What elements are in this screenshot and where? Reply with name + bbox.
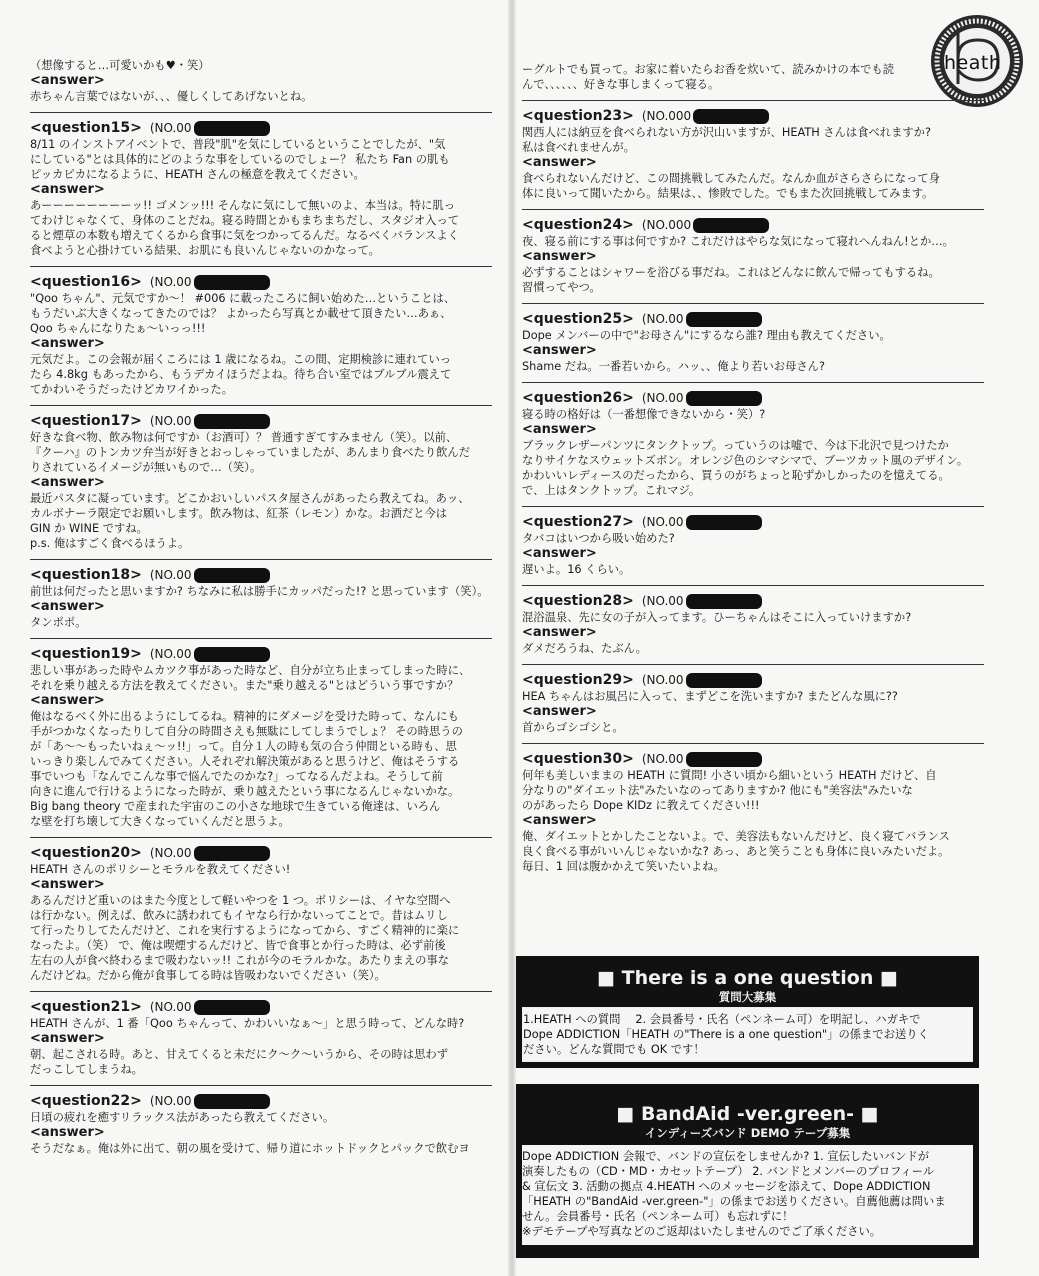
answer-label: <answer> [30,1031,105,1046]
answer-line: な壁を打ち壊して大きくなっていくんだと思うよ。 [30,815,290,828]
answer-line: 必ずすることはシャワーを浴びる事だね。これはどんなに飲んで帰ってもするね。 [522,266,940,279]
divider [522,382,984,383]
question-label: <question25> [522,311,634,327]
answer-line: 最近パスタに凝っています。どこかおいしいパスタ屋さんがあったら教えてね。あッ、 [30,492,470,505]
question-heading [30,412,492,430]
question-label: <question16> [30,274,142,290]
answer-line: 赤ちゃん言葉ではないが、、、優しくしてあげないとね。 [30,90,313,103]
answer-line: で、上はタンクトップ。これマジ。 [522,484,701,497]
answer-line: p.s. 俺はすごく食べるほうよ。 [30,537,190,550]
box-body-line: 「HEATH の"BandAid -ver.green-"」の係までお送りください。自薦他薦は問いま [522,1195,946,1208]
box-body-line: Dope ADDICTION「HEATH の"There is a one question"」の係までお送りく [523,1028,929,1041]
question-number: (NO.00 [149,846,192,860]
box-title: ■ BandAid -ver.green- ■ [616,1103,879,1125]
question-block-21 [30,998,492,1077]
redaction-bar [686,312,762,327]
box-body [522,1145,973,1245]
answer-line: カルボナーラ限定でお願いします。飲み物は、紅茶（レモン）かな。お酒だと今は [30,507,448,520]
answer-line: てわけじゃなくて、身体のことだね。寝る時間とかもまちまちだし、スタジオ入って [30,214,460,227]
answer-label: <answer> [522,704,597,719]
question-number: (NO.00 [149,414,192,428]
question-line: 何年も美しいままの HEATH に質問! 小さい頃から細いという HEATH だけど、自 [522,769,937,782]
question-heading [30,998,492,1016]
question-block-26 [522,389,984,498]
redaction-bar [194,121,270,136]
question-line: Dope メンバーの中で"お母さん"にするなら誰? 理由も教えてください。 [522,329,891,342]
page-fold [508,0,516,1276]
question-line: 関西人には納豆を食べられない方が沢山いますが、HEATH さんは食べれますか? [522,126,931,139]
answer-line: 手がつかなくなったりして自分の時間さえも無駄にしてしまうでしょ？ その時思うの [30,725,463,738]
answer-label: <answer> [522,343,597,358]
box-title: ■ There is a one question ■ [597,967,898,989]
question-label: <question24> [522,217,634,233]
answer-label: <answer> [30,182,105,197]
question-block-27 [522,513,984,577]
question-number: (NO.00 [149,568,192,582]
question-label: <question29> [522,672,634,688]
question-line: 夜、寝る前にする事は何ですか? これだけはやらな気になって寝れへんねん!とか…。 [522,235,954,248]
question-number: (NO.00 [149,1000,192,1014]
question-label: <question17> [30,413,142,429]
redaction-bar [194,1000,270,1015]
question-block-15 [30,119,492,258]
answer-line: 事でいつも「なんでこんな事で悩んでたのかな?」ってなるんだよね。そうして前 [30,770,443,783]
question-label: <question28> [522,593,634,609]
question-line: のがあったら Dope KIDz に教えてください!!! [522,799,760,812]
divider [522,585,984,586]
question-number: (NO.00 [149,121,192,135]
question-heading [522,216,984,234]
answer-label: <answer> [30,877,105,892]
question-heading [522,310,984,328]
answer-line: 遅いよ。16 くらい。 [522,563,631,576]
box-body [522,1007,973,1062]
question-block-19 [30,645,492,829]
question-number: (NO.000 [641,109,692,123]
redaction-bar [686,752,762,767]
answer-label: <answer> [30,599,105,614]
question-label: <question22> [30,1093,142,1109]
divider [522,743,984,744]
box-body-line: せん。会員番号・氏名（ペンネーム可）も忘れずに！ [522,1210,794,1223]
left-column [30,58,492,1156]
question-label: <question20> [30,845,142,861]
redaction-bar [686,594,762,609]
question-number: (NO.00 [149,1094,192,1108]
answer-line: ブラックレザーパンツにタンクトップ。っていうのは嘘で、今は下北沢で見つけたか [522,439,949,452]
answer-label: <answer> [522,625,597,640]
answer-line: 首からゴシゴシと。 [522,721,624,734]
answer-label: <answer> [522,813,597,828]
question-block-22 [30,1092,492,1156]
bandaid-recruit-box [516,1084,979,1258]
question-heading [30,566,492,584]
question-number: (NO.00 [641,752,684,766]
question-block-23 [522,107,984,201]
answer-line: て行ったりしてたんだけど、これを実行するようになってから、すごく精神的に楽に [30,924,460,937]
question-line: 私は食べれませんが。 [522,141,635,154]
question-heading [30,119,492,137]
redaction-bar [693,218,769,233]
question-line: 悲しい事があった時やムカツク事があった時など、自分が立ち止まってしまった時に、 [30,664,471,677]
question-line: HEATH さんが、1 番「Qoo ちゃんって、かわいいなぁ～」と思う時って、どんな時? [30,1017,465,1030]
answer-line: 向きに進んで行けるようになった時が、乗り越えたという事になるんじゃないかな。 [30,785,460,798]
question-block-17 [30,412,492,551]
divider [30,837,492,838]
question-number: (NO.00 [641,594,684,608]
divider [522,664,984,665]
answer-line: ると煙草の本数も増えてくるから食事に気をつかってるんだ。なるべくバランスよく [30,229,459,242]
question-line: 混浴温泉、先に女の子が入ってます。ひーちゃんはそこに入っていけますか? [522,611,912,624]
answer-line: いっきり楽しんでみてください。人それぞれ解決策があると思うけど、俺はそうする [30,755,460,768]
answer-line: Shame だね。一番若いから。ハッ、、俺より若いお母さん? [522,360,825,373]
answer-line: んだけどね。だから俺が食事してる時は皆吸わないでください（笑）。 [30,969,386,982]
question-heading [522,513,984,531]
question-label: <question18> [30,567,142,583]
question-label: <question19> [30,646,142,662]
answer-line: なりサイケなスウェットズボン。オレンジ色のシマシマで、ブーツカット風のデザイン。 [522,454,969,467]
question-block-18 [30,566,492,630]
question-line: にしている"とは具体的にどのような事をしているのでしょー？ 私たち Fan の肌も [30,153,450,166]
answer-line: 元気だよ。この会報が届くころには 1 歳になるね。この間、定期検診に連れていっ [30,353,452,366]
answer-line: Big bang theory で産まれた宇宙のこの小さな地球で生きている俺達は、いろん [30,800,441,813]
question-line: ピッカピカになるように、HEATH さんの極意を教えてください。 [30,168,365,181]
question-heading [30,1092,492,1110]
answer-line: が「あ～～もったいねぇ～ッ!!」って。自分１人の時も気の合う仲間といる時も、思 [30,740,457,753]
question-number: (NO.00 [149,275,192,289]
divider [30,266,492,267]
question-line: それを乗り越える方法を教えてください。また"乗り越える"とはどういう事ですか？ [30,679,459,692]
redaction-bar [693,109,769,124]
logo-text: heath [944,52,1002,74]
answer-line: てかわいそうだったけどカワイかった。 [30,383,234,396]
question-number: (NO.000 [641,218,692,232]
answer-line: は行かない。例えば、飲みに誘われてもイヤなら行かないってことで。昔はムリし [30,909,448,922]
question-label: <question30> [522,751,634,767]
answer-line: 体に良いって聞いたから。結果は、、惨敗でした。でもまた次回挑戦してみます。 [522,187,934,200]
divider [522,506,984,507]
question-line: 分なりの"ダイエット法"みたいなのってありますか? 他にも"美容法"みたいな [522,784,913,797]
question-line: もうだいぶ大きくなってきたのでは？ よかったら写真とか載せて頂きたい…あぁ、 [30,307,452,320]
question-label: <question27> [522,514,634,530]
redaction-bar [194,647,270,662]
question-heading [522,107,984,125]
box-body-line: ださい。どんな質問でも OK です！ [523,1043,705,1056]
answer-line: 毎日、1 回は腹かかえて笑いたいよね。 [522,860,725,873]
question-line: 8/11 のインストアイベントで、普段"肌"を気にしているということでしたが、"気 [30,138,446,151]
divider [30,991,492,992]
question-label: <question15> [30,120,142,136]
answer-line: そうだなぁ。俺は外に出て、朝の風を受けて、帰り道にホットドックとパックで飲むヨ [30,1142,470,1155]
box-body-line: & 宣伝文 3. 活動の拠点 4.HEATH へのメッセージを添えて、Dope ADDICTION [522,1180,931,1193]
divider [30,559,492,560]
answer-label: <answer> [522,422,597,437]
answer-line: タンポポ。 [30,616,87,629]
answer-label: <answer> [522,155,597,170]
question-heading [522,750,984,768]
answer-line: 食べられないんだけど、この間挑戦してみたんだ。なんか血がさらさらになって身 [522,172,940,185]
question-heading [522,592,984,610]
answer-line: たら 4.8kg もあったから、もうデカイほうだよね。待ち合い室ではブルブル震えて [30,368,452,381]
box-body-line: 演奏したもの（CD・MD・カセットテープ） 2. バンドとメンバーのプロフィール [522,1165,935,1178]
divider [30,405,492,406]
answer-label: <answer> [30,336,105,351]
question-line: 『クーハ』のトンカツ弁当が好きとおっしゃっていましたが、あんまり食べたり飲んだ [30,446,471,459]
question-number: (NO.00 [641,312,684,326]
answer-line: 良く食べる事がいいんじゃないかな? あっ、あと笑うことも身体に良いみたいだよ。 [522,845,950,858]
answer-line: んで、、、、、、好きな事しまくって寝る。 [522,78,720,91]
question-block-29 [522,671,984,735]
question-line: タバコはいつから吸い始めた? [522,532,675,545]
question-label: <question21> [30,999,142,1015]
question-label: <question23> [522,108,634,124]
question-heading [522,671,984,689]
answer-line: GIN か WINE ですね。 [30,522,148,535]
question-line: "Qoo ちゃん"、元気ですか～！ #006 に載ったころに飼い始めた…ということは、 [30,292,456,305]
answer-line: なったよ。（笑） で、俺は喫煙するんだけど、皆で食事とか行った時は、必ず前後 [30,939,446,952]
divider [522,303,984,304]
question-heading [30,844,492,862]
redaction-bar [194,1094,270,1109]
question-heading [522,389,984,407]
redaction-bar [194,846,270,861]
question-line: 前世は何だったと思いますか? ちなみに私は勝手にカッパだった!? と思っています（笑）。 [30,585,489,598]
divider [30,638,492,639]
answer-line: ーグルトでも買って。お家に着いたらお香を炊いて、読みかけの本でも読 [522,63,895,76]
question-line: HEATH さんのポリシーとモラルを教えてください! [30,863,291,876]
right-column [522,62,984,874]
answer-label: <answer> [30,475,105,490]
question-block-30 [522,750,984,874]
continued-answer [522,62,984,92]
redaction-bar [686,391,762,406]
redaction-bar [686,515,762,530]
answer-line: 俺はなるべく外に出るようにしてるね。精神的にダメージを受けた時って、なんにも [30,710,459,723]
intro-line: （想像すると…可愛いかも♥・笑） [30,59,210,72]
question-line: 日頃の疲れを癒すリラックス法があったら教えてください。 [30,1111,335,1124]
question-line: HEA ちゃんはお風呂に入って、まずどこを洗いますか? またどんな風に?? [522,690,898,703]
answer-line: あーーーーーーーーッ!! ゴメンッ!!! そんなに気にして無いのよ、本当は。特に肌っ [30,199,455,212]
question-block-25 [522,310,984,374]
intro-block [30,58,492,104]
answer-line: 俺、ダイエットとかしたことないよ。で、美容法もないんだけど、良く寝てバランス [522,830,950,843]
redaction-bar [194,414,270,429]
box-body-line: 1.HEATH への質問 2. 会員番号・氏名（ペンネーム可）を明記し、ハガキで [523,1013,921,1026]
answer-line: 朝、起こされる時。あと、甘えてくると未だにク～ク～いうから、その時は思わず [30,1048,448,1061]
answer-line: だっこしてしまうね。 [30,1063,143,1076]
question-label: <question26> [522,390,634,406]
question-line: 寝る時の格好は（一番想像できないから・笑）? [522,408,766,421]
redaction-bar [194,568,270,583]
question-number: (NO.00 [641,391,684,405]
question-block-20 [30,844,492,983]
box-body-line: Dope ADDICTION 会報で、バンドの宣伝をしませんか? 1. 宣伝したいバンドが [522,1150,929,1163]
box-subtitle: 質問大募集 [718,990,777,1004]
question-line: 好きな食べ物、飲み物は何ですか（お酒可）？ 普通すぎてすみません（笑）。以前、 [30,431,458,444]
redaction-bar [194,275,270,290]
question-block-24 [522,216,984,295]
question-line: りされているイメージが無いもので…（笑）。 [30,461,262,474]
answer-label: <answer> [522,546,597,561]
box-body-line: ※デモテープや写真などのご返却はいたしませんのでご了承ください。 [522,1225,882,1238]
answer-line: 習慣ってやつ。 [522,281,601,294]
question-heading [30,645,492,663]
answer-line: 左右の人が食べ終わるまで吸わないッ!! これが今のモラルかな。あたりまえの事な [30,954,450,967]
answer-label: <answer> [30,73,105,88]
question-block-28 [522,592,984,656]
question-line: Qoo ちゃんになりたぁ～いっっ!!! [30,322,206,335]
question-number: (NO.00 [149,647,192,661]
answer-line: ダメだろうね、たぶん。 [522,642,647,655]
answer-label: <answer> [30,693,105,708]
box-subtitle: インディーズバンド DEMO テープ募集 [644,1126,851,1140]
answer-line: かわいいレディースのだったから、買うのがちょっと恥ずかしかったのを憶えてる。 [522,469,950,482]
answer-label: <answer> [30,1125,105,1140]
answer-line: あるんだけど重いのはまた今度として軽いやつを 1 つ。ポリシーは、イヤな空間へ [30,894,451,907]
divider [30,112,492,113]
question-number: (NO.00 [641,515,684,529]
question-number: (NO.00 [641,673,684,687]
divider [30,1085,492,1086]
question-recruit-box [516,956,979,1068]
question-block-16 [30,273,492,397]
redaction-bar [686,673,762,688]
divider [522,209,984,210]
answer-label: <answer> [522,249,597,264]
divider [522,100,984,101]
answer-line: 食べようと心掛けている結果、お肌にも良いんじゃないのかなって。 [30,244,380,257]
question-heading [30,273,492,291]
